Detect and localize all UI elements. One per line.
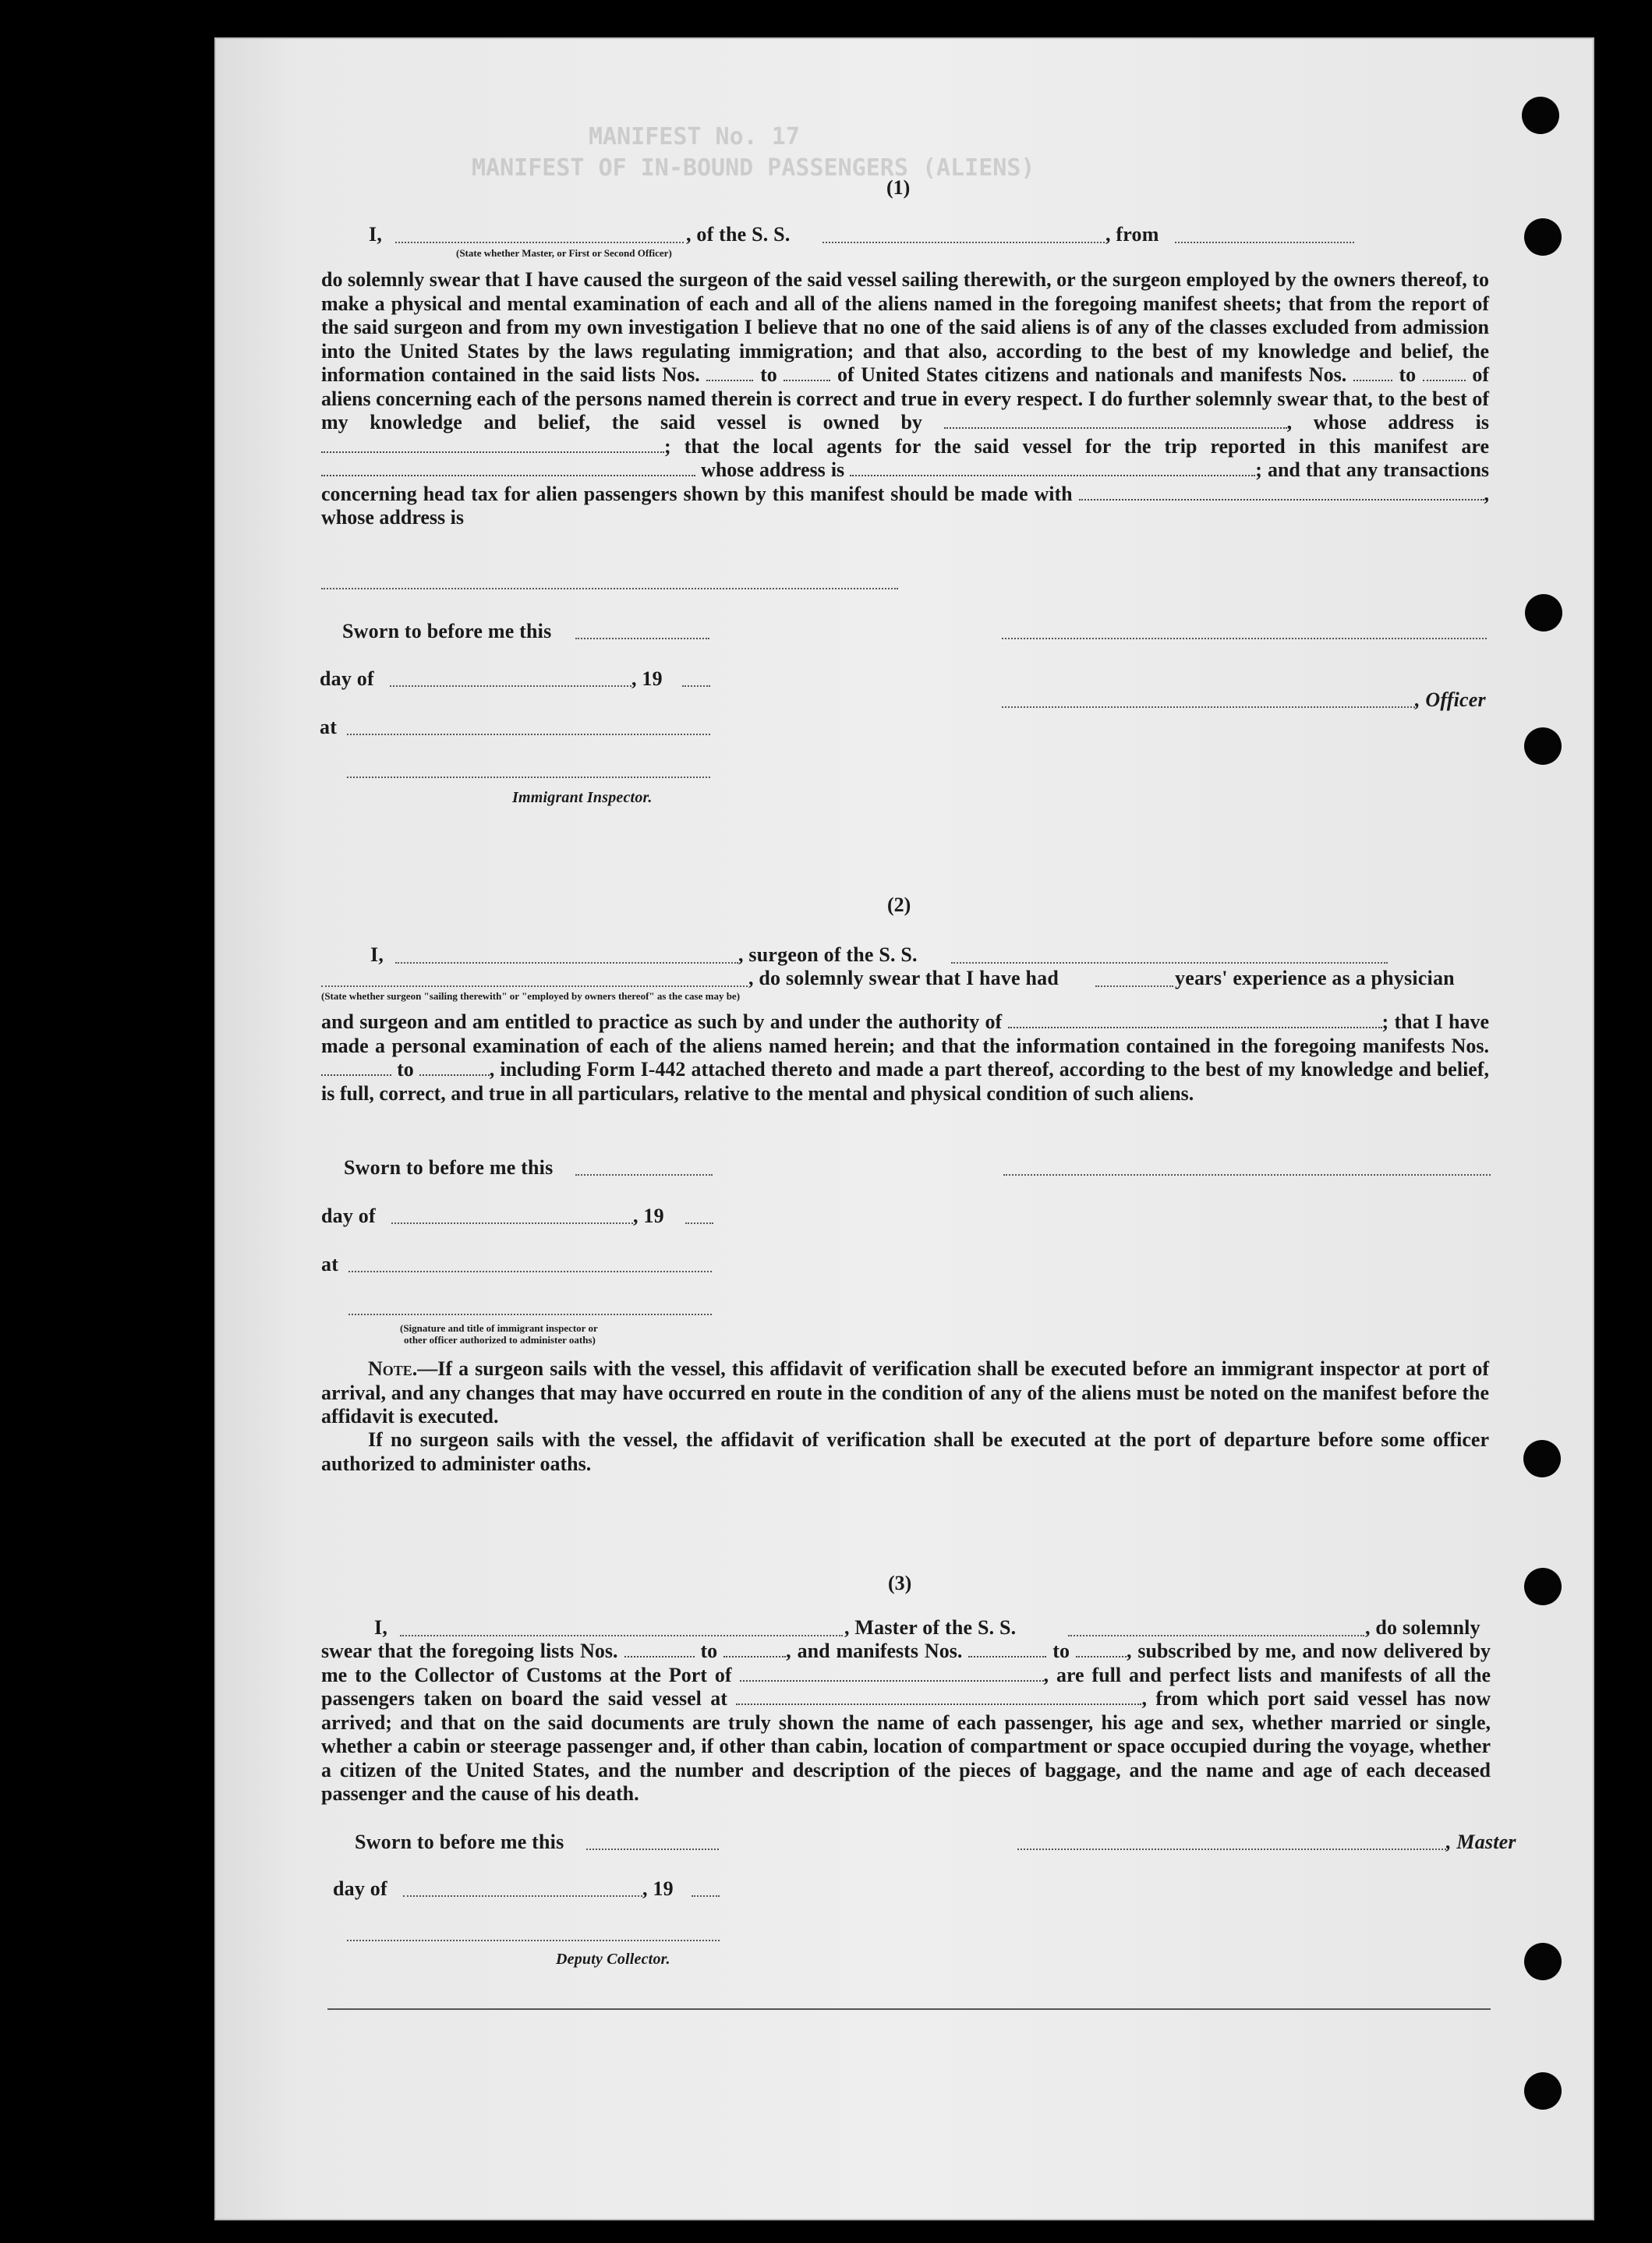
- punch-hole: [1525, 594, 1562, 632]
- s3-master-of: , Master of the S. S.: [844, 1616, 1017, 1639]
- ghost-manifest-number: MANIFEST No. 17: [589, 123, 800, 150]
- s2-sworn: Sworn to before me this: [344, 1156, 554, 1179]
- s3-name-line[interactable]: [400, 1635, 843, 1636]
- s2-note: [321, 1357, 1489, 1429]
- s1-text-4: that the local agents for the said vessel for the trip reported in this manifest are: [684, 434, 1489, 458]
- s3-sworn-line[interactable]: [586, 1849, 719, 1850]
- punch-hole: [1524, 1943, 1562, 1980]
- s1-i: I,: [369, 223, 383, 246]
- s1-whose-3: , whose address is: [321, 482, 1489, 529]
- s2-sig-caption-1: (Signature and title of immigrant inspector or: [400, 1322, 598, 1334]
- s2-text-1: and surgeon and am entitled to practice as such by and under the authority of: [321, 1010, 1003, 1033]
- s1-ship-line[interactable]: [822, 242, 1105, 243]
- s1-officer: , Officer: [1415, 688, 1486, 711]
- s1-officer-sig-line[interactable]: [1002, 638, 1487, 639]
- s1-body: do solemnly swear that I have caused the surgeon of the said vessel sailing therewith, or the surgeon employed by the owners thereof, to make a physical and mental examination of each and all of the aliens named in the foregoing manifest sheets; that from the report of the said surgeon and from my own investigation I believe that no one of the said aliens is of any of the classes excluded from admission into the United States by the laws regulating immigration; and that also, according to the best of my knowledge and belief, the information contained in the said lists Nos. to of United States citizens and nationals and manifests Nos. to of aliens concerning each of the persons named therein is correct and true in every respect. I do further solemnly swear that, to the best of my knowledge and belief, the said vessel is owned by , whose address is ; that the local agents for the said vessel for the trip reported in this manifest are whose address is ; and that any transactions concerning head tax for alien passengers shown by this manifest should be made with , whose address is: [321, 268, 1490, 529]
- s3-i: I,: [374, 1616, 388, 1639]
- s2-sig-caption-2: other officer authorized to administer oaths): [404, 1334, 596, 1346]
- s2-year-line[interactable]: [685, 1222, 713, 1224]
- s1-from-line[interactable]: [1175, 242, 1354, 243]
- s3-text-4: , from which port said vessel has now arrived; and that on the said documents are truly shown the name of each passenger, his age and sex, whether married or single, whether a cabin or steerage passenger and, if other than cabin, location of compartment or space occupied during the voyage, whether a citizen of the United States, and the number and description of the pieces of baggage, and the name and age of each deceased passenger and the cause of his death.: [321, 1687, 1491, 1805]
- s2-day-line[interactable]: [391, 1222, 633, 1224]
- s2-swear: , do solemnly swear that I have had: [748, 967, 1059, 989]
- s1-whose-2: whose address is: [701, 458, 845, 481]
- s2-i: I,: [370, 943, 384, 966]
- s2-authority-field[interactable]: [1008, 1013, 1382, 1028]
- punch-hole: [1524, 727, 1562, 765]
- section-3-number: (3): [888, 1572, 912, 1594]
- s2-years: years' experience as a physician: [1175, 967, 1455, 989]
- s2-text-3: , including Form I-442 attached thereto and made a part thereof, according to the best of my knowledge and belief, is full, correct, and true in all particulars, relative to the mental and physical condition of such aliens.: [321, 1058, 1489, 1105]
- s1-agents-address[interactable]: [850, 461, 1255, 476]
- s3-day-of: day of: [333, 1877, 387, 1900]
- s2-name-line[interactable]: [395, 962, 738, 964]
- s3-to-2: to: [1052, 1640, 1070, 1662]
- s3-year: , 19: [642, 1877, 674, 1900]
- s1-day-line[interactable]: [390, 685, 631, 687]
- s1-whose-1: , whose address is: [1286, 411, 1489, 433]
- s1-manifests-from[interactable]: [1353, 366, 1392, 381]
- s2-at-line[interactable]: [348, 1271, 712, 1272]
- punch-hole: [1524, 218, 1562, 256]
- s2-sig-line[interactable]: [1003, 1174, 1491, 1176]
- s1-day-of: day of: [320, 667, 374, 690]
- s1-address-line[interactable]: [321, 588, 898, 589]
- s3-collector-line[interactable]: [347, 1940, 720, 1941]
- s1-owner-address[interactable]: [321, 437, 664, 453]
- s1-inspector-line[interactable]: [347, 777, 710, 778]
- ghost-header: MANIFEST OF IN-BOUND PASSENGERS (ALIENS): [472, 154, 1035, 182]
- punch-hole: [1524, 1568, 1562, 1605]
- s2-note-role: (State whether surgeon "sailing therewith" or "employed by owners thereof" as the case may be): [321, 990, 741, 1002]
- s3-lists-to[interactable]: [723, 1642, 786, 1657]
- s3-lists-from[interactable]: [624, 1642, 695, 1657]
- s3-master: , Master: [1446, 1831, 1516, 1853]
- s1-owner-field[interactable]: [944, 413, 1287, 429]
- punch-hole: [1522, 97, 1559, 134]
- s2-signature-line[interactable]: [348, 1314, 712, 1315]
- s2-body: and surgeon and am entitled to practice as such by and under the authority of ; that I have made a personal examination of each of the aliens named herein; and that the information contained in the foregoing manifests Nos. to , including Form I-442 attached thereto and made a part thereof, according to the best of my knowledge and belief, is full, correct, and true in all particulars, relative to the mental and physical condition of such aliens.: [321, 1010, 1489, 1105]
- s2-years-line[interactable]: [1095, 985, 1173, 987]
- s1-lists-from[interactable]: [706, 366, 753, 381]
- s2-sworn-line[interactable]: [575, 1174, 713, 1176]
- s1-officer-line[interactable]: [1002, 706, 1415, 708]
- bottom-rule: [327, 2008, 1491, 2010]
- s2-year: , 19: [633, 1205, 664, 1227]
- s3-ship-line[interactable]: [1068, 1635, 1364, 1636]
- s2-day-of: day of: [321, 1205, 376, 1227]
- s3-collector: Deputy Collector.: [556, 1951, 670, 1968]
- s2-to: to: [397, 1058, 414, 1081]
- s2-at: at: [321, 1253, 339, 1275]
- s3-port-field[interactable]: [740, 1666, 1044, 1682]
- s2-manifests-from[interactable]: [321, 1060, 391, 1076]
- s1-at-line[interactable]: [347, 734, 710, 735]
- s1-sworn-line[interactable]: [575, 638, 709, 639]
- section-2-number: (2): [887, 893, 911, 916]
- s3-text-1: swear that the foregoing lists Nos.: [321, 1640, 618, 1662]
- s1-text-3: of aliens concerning each of the persons named therein is correct and true in every respect. I do further solemnly swear that, to the best of my knowledge and belief, the said vessel is owned by: [321, 363, 1490, 433]
- s2-note-label: Note.: [368, 1357, 418, 1380]
- s1-to-2: to: [1399, 363, 1417, 386]
- s1-inspector: Immigrant Inspector.: [512, 789, 653, 806]
- s1-name-line[interactable]: [395, 242, 684, 243]
- s2-text-2: that I have made a personal examination of each of the aliens named herein; and that the information contained in the foregoing manifests Nos.: [321, 1010, 1489, 1057]
- section-1-number: (1): [886, 176, 911, 199]
- s3-manifests-to[interactable]: [1076, 1642, 1127, 1657]
- s1-master-note: (State whether Master, or First or Second Officer): [456, 247, 672, 259]
- s1-year-line[interactable]: [682, 685, 710, 687]
- s1-from: , from: [1105, 223, 1159, 246]
- manifest-page: [214, 37, 1594, 2220]
- s3-boarded-at-field[interactable]: [736, 1689, 1141, 1705]
- s3-sworn: Sworn to before me this: [355, 1831, 564, 1853]
- s1-headtax-field[interactable]: [1079, 485, 1484, 501]
- s3-solemnly: , do solemnly: [1365, 1616, 1480, 1639]
- s1-year: , 19: [631, 667, 663, 690]
- s2-note-2: [321, 1428, 1489, 1476]
- s1-agents-field[interactable]: [321, 461, 695, 476]
- s3-text-2: , subscribed by me, and now delivered by me to the Collector of Customs at the Port of: [321, 1640, 1491, 1686]
- s1-at: at: [320, 716, 338, 738]
- s1-lists-to[interactable]: [784, 366, 830, 381]
- s2-ship-line[interactable]: [951, 962, 1388, 964]
- s2-note-text: —If a surgeon sails with the vessel, this affidavit of verification shall be executed before an immigrant inspector at port of arrival, and any changes that may have occurred en route in the condition of any of the aliens must be noted on the manifest before the affidavit is executed.: [321, 1357, 1489, 1428]
- s3-text-3: , are full and perfect lists and manifests of all the passengers taken on board the said vessel at: [321, 1663, 1491, 1710]
- s2-note-2-text: If no surgeon sails with the vessel, the affidavit of verification shall be executed at the port of departure before some officer authorized to administer oaths.: [321, 1428, 1489, 1475]
- s2-surgeon-of: , surgeon of the S. S.: [738, 943, 918, 966]
- s3-manifests-from[interactable]: [968, 1642, 1046, 1657]
- s1-manifests-to[interactable]: [1423, 366, 1466, 381]
- s1-to-1: to: [760, 363, 777, 386]
- s3-day-line[interactable]: [403, 1895, 642, 1897]
- s1-text-1: do solemnly swear that I have caused the surgeon of the said vessel sailing therewith, or the surgeon employed by the owners thereof, to make a physical and mental examination of each and all of the aliens named in the foregoing manifest sheets; that from the report of the said surgeon and from my own investigation I believe that no one of the said aliens is of any of the classes excluded from admission into the United States by the laws regulating immigration; and that also, according to the best of my knowledge and belief, the information contained in the said lists Nos.: [321, 268, 1489, 386]
- s2-manifests-to[interactable]: [419, 1060, 490, 1076]
- s1-of-ss: , of the S. S.: [686, 223, 791, 246]
- s1-text-5: ; and that any transactions concerning head tax for alien passengers shown by this manifest should be made with: [321, 458, 1490, 505]
- punch-hole: [1523, 1440, 1561, 1477]
- s3-master-sig-line[interactable]: [1017, 1849, 1446, 1850]
- s3-body: [321, 1640, 1491, 1806]
- s3-to-1: to: [700, 1640, 718, 1662]
- s3-year-line[interactable]: [692, 1895, 720, 1897]
- punch-hole: [1524, 2072, 1562, 2110]
- s1-text-2: of United States citizens and nationals and manifests Nos.: [837, 363, 1347, 386]
- s1-sworn: Sworn to before me this: [342, 620, 552, 642]
- s3-and-manifests: , and manifests Nos.: [786, 1640, 963, 1662]
- s2-role-line[interactable]: [321, 985, 748, 987]
